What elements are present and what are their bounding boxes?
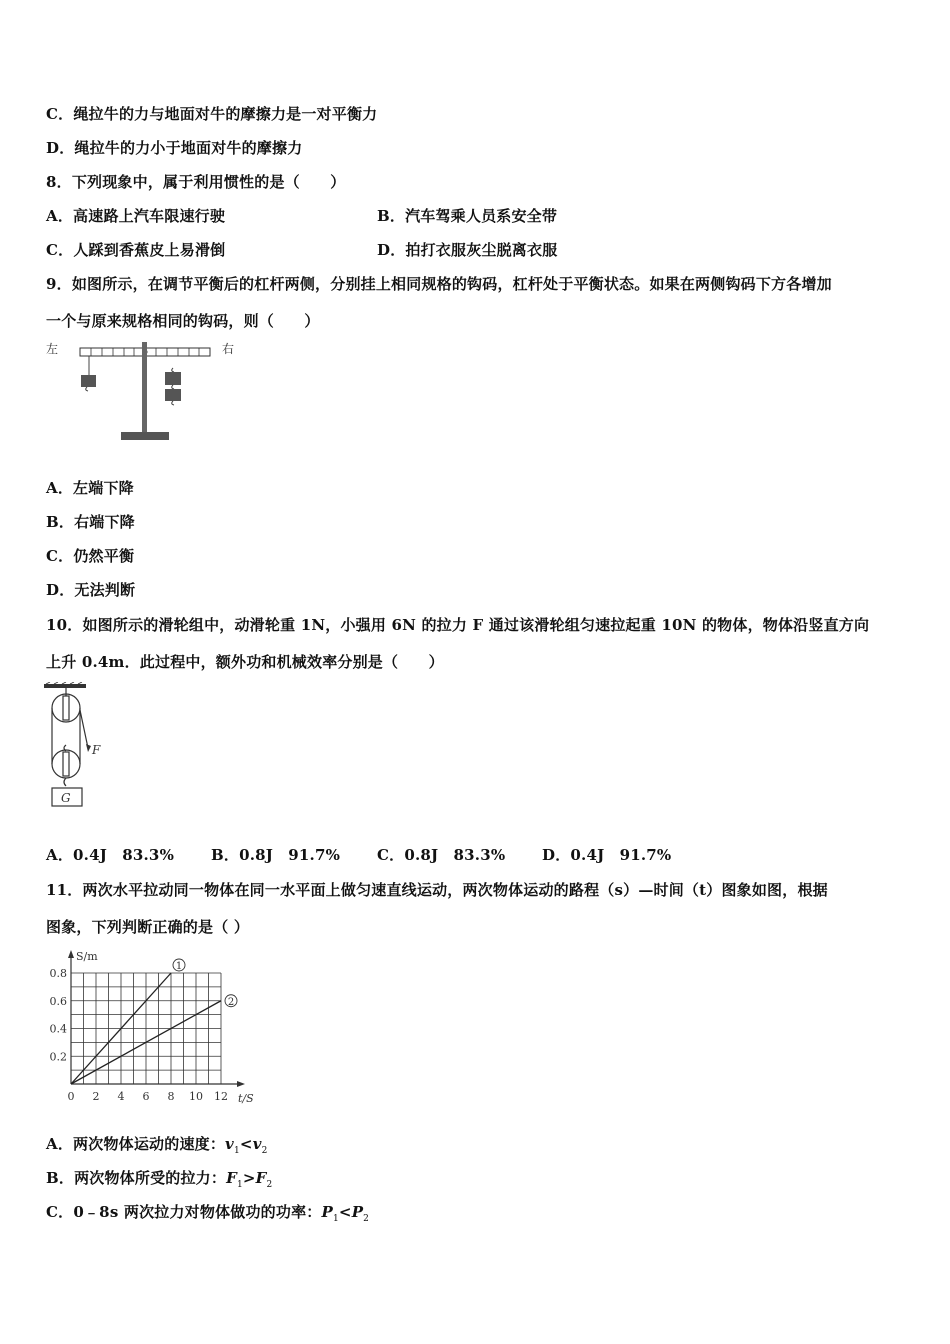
chart-grid bbox=[71, 973, 221, 1084]
q11-b-op: > bbox=[242, 1169, 256, 1187]
series-label-1: 1 bbox=[175, 961, 183, 972]
force-label: F bbox=[92, 743, 101, 757]
right-weights bbox=[165, 368, 181, 405]
x-tick-label: 4 bbox=[117, 1090, 125, 1103]
q8-option-d: D．拍打衣服灰尘脱离衣服 bbox=[377, 241, 558, 259]
x-tick-label: 12 bbox=[214, 1090, 228, 1103]
q9-stem-line2: 一个与原来规格相同的钩码，则（ ） bbox=[46, 312, 320, 330]
q10-option-d: D．0.4J 91.7% bbox=[542, 846, 672, 864]
q11-c-p2: P bbox=[351, 1203, 364, 1221]
force-arrow bbox=[86, 743, 101, 757]
q8-option-c: C．人踩到香蕉皮上易滑倒 bbox=[46, 241, 226, 259]
y-axis-label: S/m bbox=[76, 950, 98, 963]
q11-c-sub1: 1 bbox=[332, 1214, 339, 1224]
lever-right-label: 右 bbox=[222, 342, 235, 356]
movable-pulley bbox=[52, 745, 80, 786]
left-weight bbox=[81, 356, 96, 391]
q9-option-c: C．仍然平衡 bbox=[46, 547, 135, 565]
q11-option-a-text: A．两次物体运动的速度： bbox=[46, 1135, 226, 1153]
q9-option-d: D．无法判断 bbox=[46, 581, 136, 599]
q11-c-p1: P bbox=[321, 1203, 333, 1221]
fixed-pulley bbox=[52, 688, 80, 722]
q11-a-op: < bbox=[239, 1135, 253, 1153]
y-tick-label: 0.4 bbox=[49, 1022, 67, 1036]
chart-ticks bbox=[50, 967, 229, 1103]
q8-option-b: B．汽车驾乘人员系安全带 bbox=[377, 207, 558, 225]
ceiling bbox=[44, 682, 86, 688]
x-tick-label: 2 bbox=[92, 1090, 100, 1103]
q11-stem-line1: 11．两次水平拉动同一物体在同一水平面上做匀速直线运动，两次物体运动的路程（s）—时间（t）图象如图，根据 bbox=[46, 881, 828, 899]
q8-stem: 8．下列现象中，属于利用惯性的是（ ） bbox=[46, 173, 346, 191]
q9-option-a: A．左端下降 bbox=[46, 479, 134, 497]
q11-b-sub1: 1 bbox=[236, 1180, 243, 1190]
x-tick-label: 0 bbox=[67, 1090, 75, 1103]
weight-label: G bbox=[61, 791, 71, 805]
q7-option-c: C．绳拉牛的力与地面对牛的摩擦力是一对平衡力 bbox=[46, 105, 378, 123]
pulley-figure bbox=[42, 682, 112, 812]
q10-stem-line2: 上升 0.4m．此过程中，额外功和机械效率分别是（ ） bbox=[46, 653, 444, 671]
q11-stem-line2: 图象，下列判断正确的是（ ） bbox=[46, 918, 250, 936]
x-tick-label: 8 bbox=[167, 1090, 175, 1103]
series-label-2: 2 bbox=[227, 996, 235, 1008]
q10-option-c: C．0.8J 83.3% bbox=[377, 846, 506, 864]
q11-option-b-text: B．两次物体所受的拉力： bbox=[46, 1169, 227, 1187]
q10-option-b: B．0.8J 91.7% bbox=[211, 846, 341, 864]
q7-option-d: D．绳拉牛的力小于地面对牛的摩擦力 bbox=[46, 139, 303, 157]
q11-option-c bbox=[46, 1201, 369, 1224]
q11-a-sub1: 1 bbox=[233, 1146, 240, 1156]
q11-b-sub2: 2 bbox=[266, 1180, 273, 1190]
x-tick-label: 6 bbox=[142, 1090, 150, 1103]
y-axis-arrow bbox=[68, 950, 74, 958]
q11-option-a bbox=[46, 1133, 268, 1156]
x-axis-label: t/S bbox=[238, 1092, 254, 1105]
rope bbox=[52, 708, 88, 764]
q8-option-a: A．高速路上汽车限速行驶 bbox=[46, 207, 226, 225]
y-tick-label: 0.2 bbox=[49, 1050, 67, 1064]
q11-c-sub2: 2 bbox=[363, 1214, 370, 1224]
q11-option-c-text: C．0﹣8s 两次拉力对物体做功的功率： bbox=[46, 1203, 322, 1221]
q10-stem-line1: 10．如图所示的滑轮组中，动滑轮重 1N，小强用 6N 的拉力 F 通过该滑轮组匀速拉起重 10N 的物体，物体沿竖直方向 bbox=[46, 616, 870, 634]
y-tick-label: 0.8 bbox=[49, 967, 67, 980]
q11-b-f1: F bbox=[226, 1169, 237, 1187]
st-graph bbox=[44, 946, 260, 1106]
x-tick-label: 10 bbox=[189, 1090, 203, 1103]
weight-block bbox=[52, 788, 82, 806]
q11-option-b bbox=[46, 1167, 272, 1190]
q11-c-op: < bbox=[338, 1203, 352, 1221]
y-tick-label: 0.6 bbox=[49, 994, 67, 1008]
q11-a-v2: v bbox=[252, 1135, 262, 1153]
lever-left-label: 左 bbox=[46, 342, 59, 356]
q11-a-sub2: 2 bbox=[261, 1146, 268, 1156]
lever-stand bbox=[121, 342, 169, 440]
q9-stem-line1: 9．如图所示，在调节平衡后的杠杆两侧，分别挂上相同规格的钩码，杠杆处于平衡状态。如果在两侧钩码下方各增加 bbox=[46, 275, 832, 293]
lever-figure bbox=[44, 338, 244, 448]
q11-b-f2: F bbox=[255, 1169, 267, 1187]
q10-option-a: A．0.4J 83.3% bbox=[46, 846, 175, 864]
x-axis-arrow bbox=[237, 1081, 245, 1087]
q9-option-b: B．右端下降 bbox=[46, 513, 135, 531]
q11-a-v1: v bbox=[225, 1135, 234, 1153]
